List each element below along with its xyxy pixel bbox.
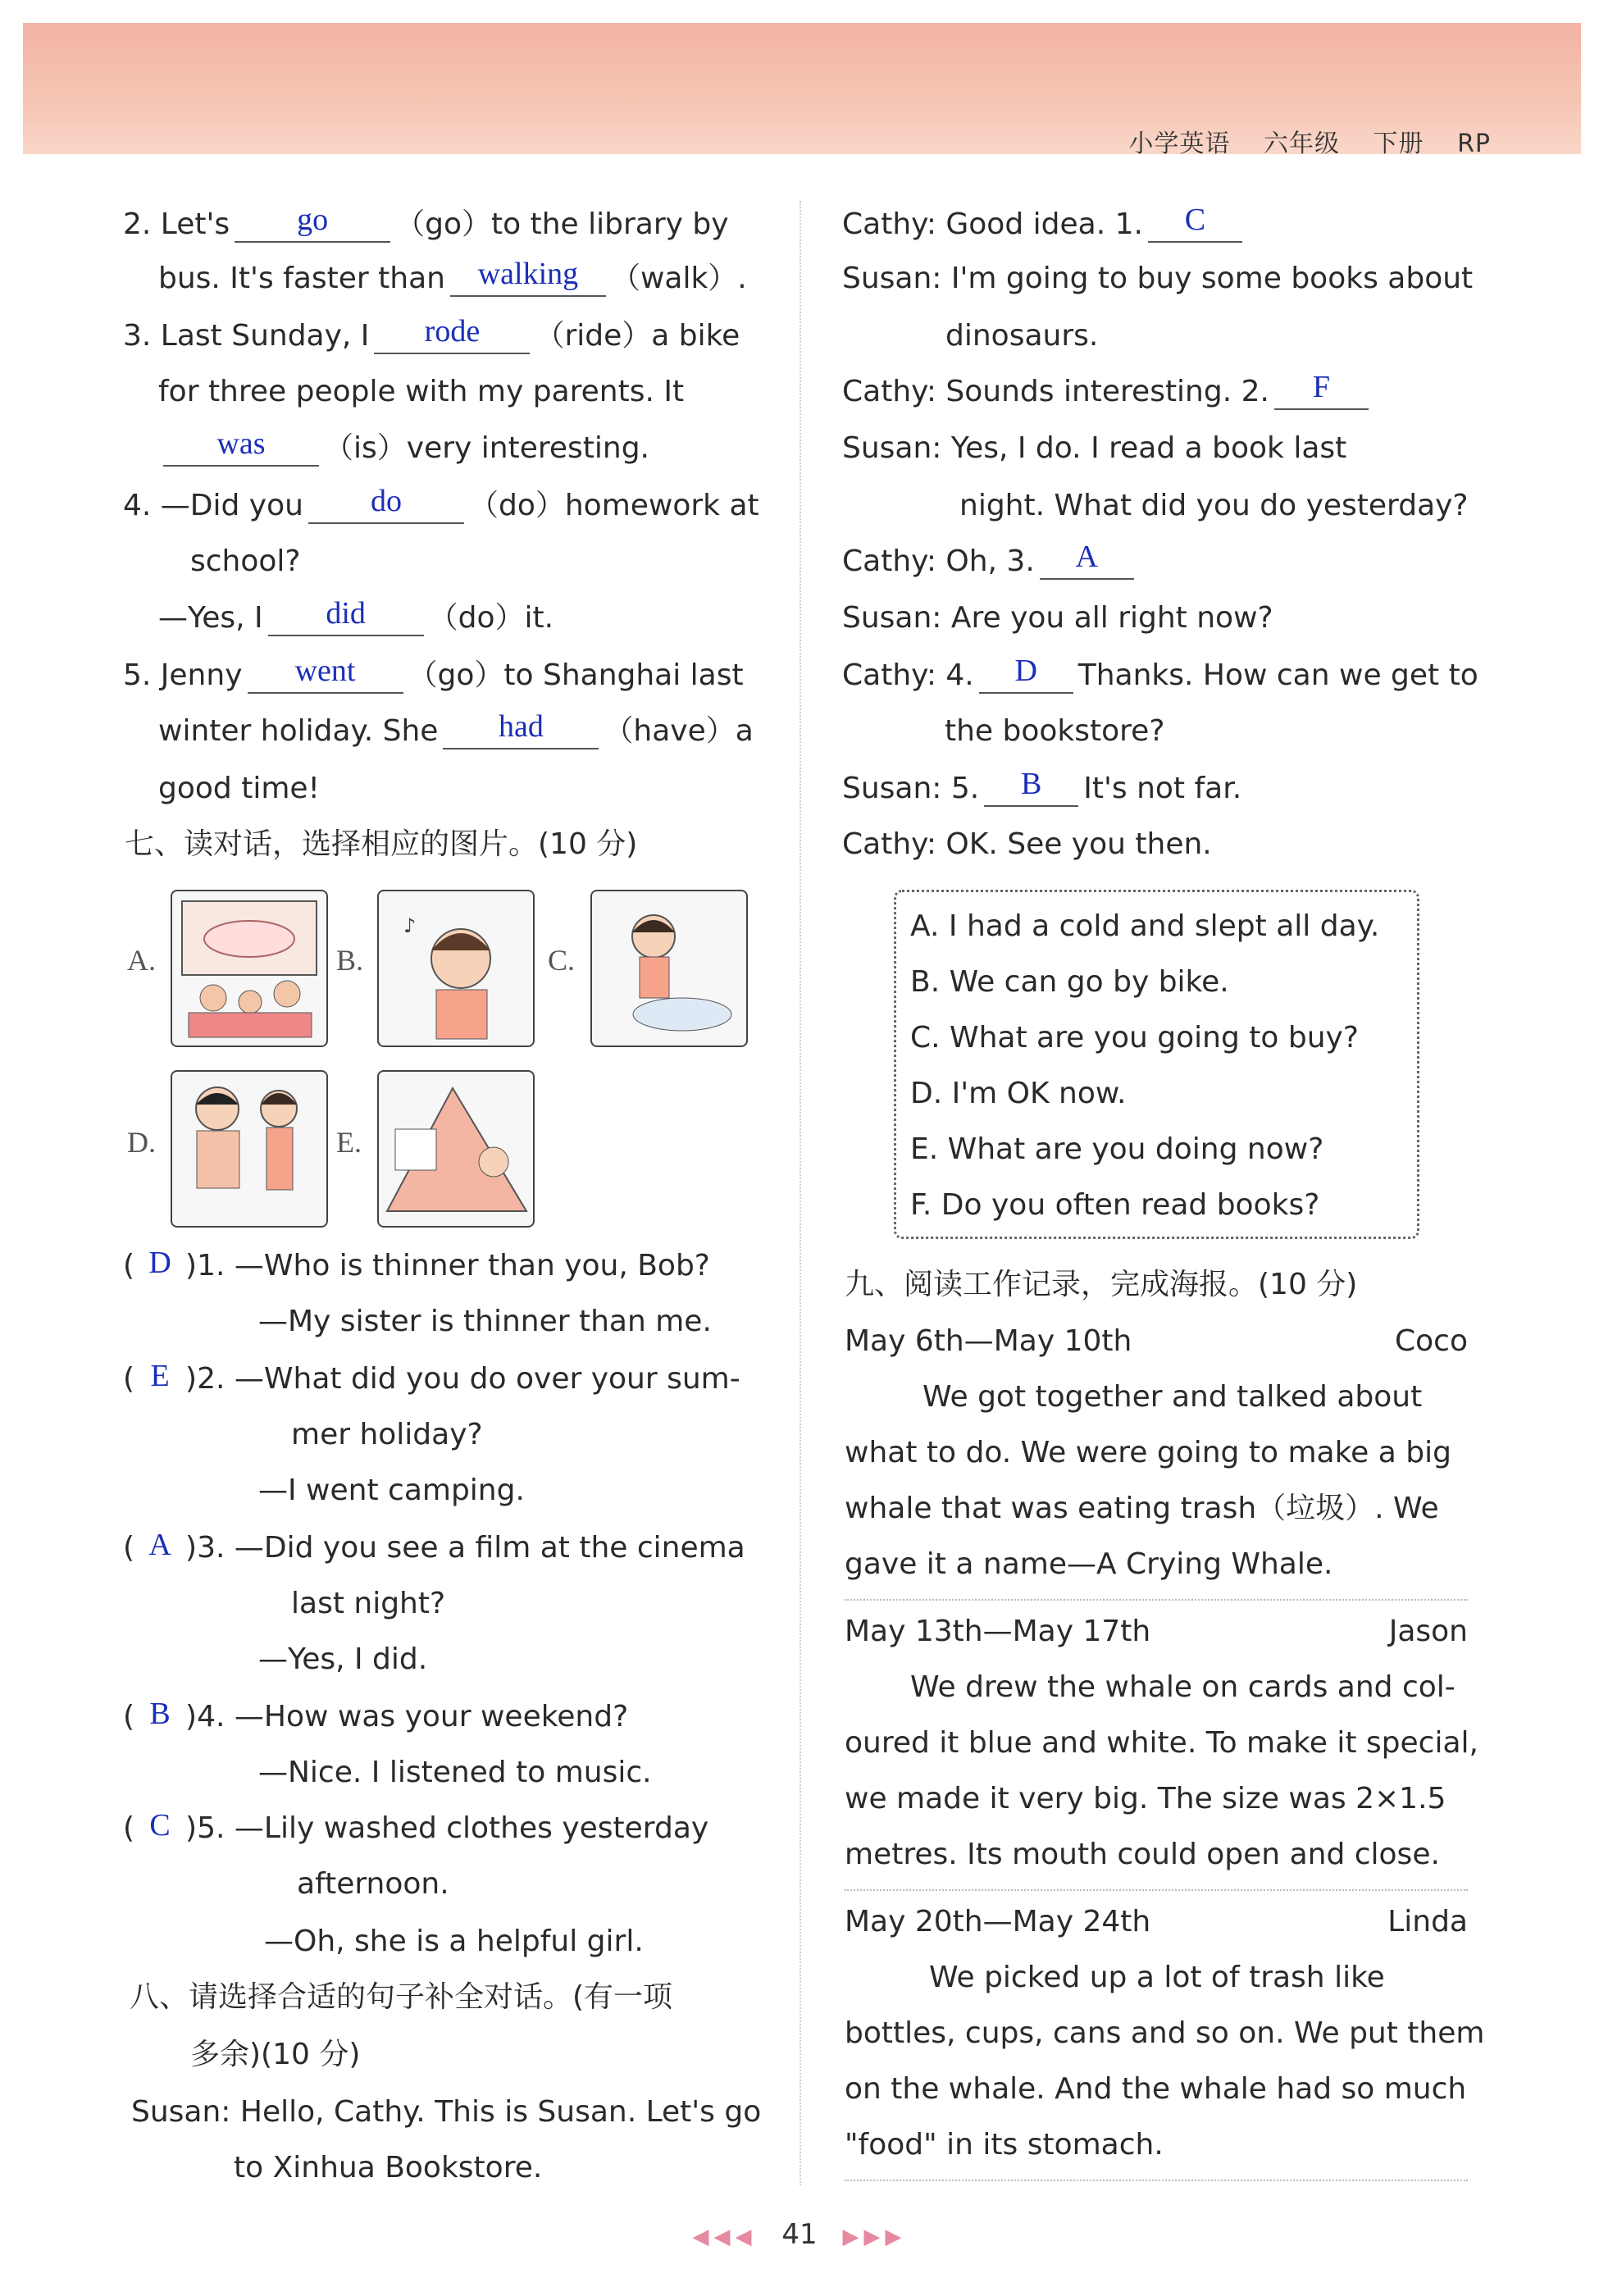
dialog-line-7b: the bookstore? (945, 714, 1165, 748)
entry1-date: May 6th—May 10th (845, 1324, 1132, 1358)
dialog-line-4b: night. What did you do yesterday? (959, 489, 1469, 522)
entry-separator (845, 1889, 1468, 1891)
entry2-line4: metres. Its mouth could open and close. (845, 1838, 1440, 1871)
entry2-line2: oured it blue and white. To make it special, (845, 1726, 1478, 1760)
entry3-line1: We picked up a lot of trash like (929, 1961, 1385, 1994)
header-edition: RP (1457, 130, 1491, 158)
dialog-line-9: Cathy: OK. See you then. (842, 827, 1212, 861)
answer-slot[interactable]: B (149, 1697, 171, 1731)
entry3-line2: bottles, cups, cans and so on. We put them (845, 2016, 1485, 2050)
entry1-line3: whale that was eating trash（垃圾）. We (845, 1492, 1439, 1525)
pic-label-c: C. (548, 944, 576, 977)
dialog-blank-1[interactable]: C (1148, 208, 1242, 243)
dialog-blank-5[interactable]: B (984, 772, 1078, 807)
q7-item2-line3: —I went camping. (258, 1474, 525, 1507)
q7-item3-line2: last night? (291, 1587, 446, 1620)
entry2-name: Jason (1388, 1615, 1468, 1648)
blank-q4-line2: school? (190, 544, 301, 578)
blank-field[interactable]: rode (374, 320, 530, 354)
entry3-line3: on the whale. And the whale had so much (845, 2072, 1467, 2106)
answer-slot[interactable]: C (149, 1808, 171, 1843)
next-arrows-icon: ▶▶▶ (842, 2225, 907, 2249)
entry-separator (845, 1599, 1468, 1601)
picture-d-two-kids (171, 1070, 328, 1228)
entry-separator (845, 2180, 1468, 2181)
option-e: E. What are you doing now? (910, 1132, 1324, 1166)
picture-c-washing (590, 890, 748, 1047)
header-subject: 小学英语 (1128, 130, 1231, 158)
dialog-line-3: Cathy: Sounds interesting. 2. F (842, 374, 1374, 410)
page-header (23, 23, 1581, 158)
dialog-line-2b: dinosaurs. (945, 319, 1099, 353)
answer-slot[interactable]: D (148, 1246, 171, 1280)
header-grade: 六年级 (1263, 130, 1340, 158)
option-a: A. I had a cold and slept all day. (910, 909, 1380, 943)
q7-item3-line1: ( A )3. —Did you see a film at the cinema (123, 1528, 745, 1565)
column-divider (800, 201, 801, 2185)
dialog-blank-4[interactable]: D (979, 659, 1073, 694)
blank-q5-line3: good time! (158, 772, 320, 805)
pic-label-a: A. (127, 944, 156, 977)
pic-label-b: B. (336, 944, 364, 977)
entry1-line2: what to do. We were going to make a big (845, 1436, 1451, 1469)
q7-item1-line1: ( D )1. —Who is thinner than you, Bob? (123, 1246, 710, 1282)
blank-field[interactable]: went (248, 659, 403, 694)
prev-arrows-icon: ◀◀◀ (692, 2225, 757, 2249)
dialog-line-2: Susan: I'm going to buy some books about (842, 262, 1474, 295)
entry2-line3: we made it very big. The size was 2×1.5 (845, 1782, 1446, 1815)
blank-field[interactable]: walking (450, 262, 606, 297)
q7-item5-line3: —Oh, she is a helpful girl. (264, 1925, 644, 1958)
section9-title: 九、阅读工作记录，完成海报。(10 分) (845, 1268, 1358, 1301)
option-b: B. We can go by bike. (910, 965, 1229, 999)
entry1-line1: We got together and talked about (922, 1380, 1423, 1414)
dialog-line-6: Susan: Are you all right now? (842, 601, 1273, 635)
section8-title-line2: 多余)(10 分) (190, 2038, 361, 2071)
entry1-name: Coco (1395, 1324, 1468, 1358)
svg-text:♪: ♪ (403, 914, 417, 937)
blank-q2-line1: 2. Let's go （go）to the library by (123, 203, 729, 241)
page-number: 41 (781, 2218, 818, 2251)
pic-label-d: D. (127, 1126, 156, 1159)
section8-title-line1: 八、请选择合适的句子补全对话。(有一项 (130, 1980, 673, 2014)
blank-field[interactable]: had (443, 715, 599, 749)
dialog-blank-3[interactable]: A (1040, 545, 1134, 580)
q7-item4-line1: ( B )4. —How was your weekend? (123, 1697, 629, 1733)
dialog-line-5: Cathy: Oh, 3. A (842, 544, 1139, 580)
blank-q5-line1: 5. Jenny went （go）to Shanghai last (123, 654, 744, 692)
header-volume: 下册 (1373, 130, 1424, 158)
dialog-blank-2[interactable]: F (1274, 376, 1369, 410)
option-f: F. Do you often read books? (910, 1188, 1320, 1222)
dialog-intro-line1: Susan: Hello, Cathy. This is Susan. Let's go (131, 2095, 762, 2129)
entry1-line4: gave it a name—A Crying Whale. (845, 1547, 1333, 1581)
q7-item5-line1: ( C )5. —Lily washed clothes yesterday (123, 1808, 709, 1845)
picture-a-cinema (171, 890, 328, 1047)
dialog-line-4: Susan: Yes, I do. I read a book last (842, 431, 1347, 465)
answer-slot[interactable]: E (150, 1359, 170, 1393)
dialog-intro-line2: to Xinhua Bookstore. (234, 2151, 543, 2184)
blank-q4-line1: 4. —Did you do （do）homework at (123, 484, 759, 522)
blank-q3-line3: was （is）very interesting. (158, 430, 649, 467)
section7-title: 七、读对话，选择相应的图片。(10 分) (125, 827, 638, 861)
blank-q5-line2: winter holiday. She had （have）a (158, 709, 754, 748)
q7-item3-line3: —Yes, I did. (258, 1642, 428, 1676)
answer-slot[interactable]: A (148, 1528, 171, 1562)
entry3-date: May 20th—May 24th (845, 1905, 1151, 1938)
page-footer (0, 2218, 1599, 2251)
pic-label-e: E. (336, 1126, 362, 1159)
blank-q3-line1: 3. Last Sunday, I rode （ride）a bike (123, 314, 740, 353)
entry2-line1: We drew the whale on cards and col- (910, 1670, 1456, 1704)
entry3-line4: "food" in its stomach. (845, 2128, 1164, 2162)
q7-item5-line2: afternoon. (297, 1867, 449, 1901)
option-d: D. I'm OK now. (910, 1077, 1127, 1110)
blank-field[interactable]: was (163, 432, 319, 467)
picture-b-music (377, 890, 535, 1047)
header-info (1104, 123, 1491, 159)
entry3-name: Linda (1387, 1905, 1468, 1938)
dialog-line-1: Cathy: Good idea. 1. C (842, 207, 1247, 243)
q7-item2-line1: ( E )2. —What did you do over your sum- (123, 1359, 740, 1396)
entry2-date: May 13th—May 17th (845, 1615, 1151, 1648)
q7-item2-line2: mer holiday? (291, 1418, 483, 1451)
q7-item4-line2: —Nice. I listened to music. (258, 1756, 652, 1789)
blank-field[interactable]: did (268, 602, 424, 636)
blank-field[interactable]: go (235, 208, 390, 243)
blank-q3-line2: for three people with my parents. It (158, 375, 685, 408)
picture-e-camping (377, 1070, 535, 1228)
dialog-line-8: Susan: 5. B It's not far. (842, 767, 1242, 805)
blank-field[interactable]: do (308, 490, 464, 524)
dialog-line-7: Cathy: 4. D Thanks. How can we get to (842, 654, 1478, 692)
q7-item1-line2: —My sister is thinner than me. (258, 1305, 712, 1338)
blank-q2-line2: bus. It's faster than walking （walk）. (158, 257, 747, 295)
blank-q4-line3: —Yes, I did （do）it. (158, 596, 554, 635)
option-c: C. What are you going to buy? (910, 1021, 1359, 1055)
